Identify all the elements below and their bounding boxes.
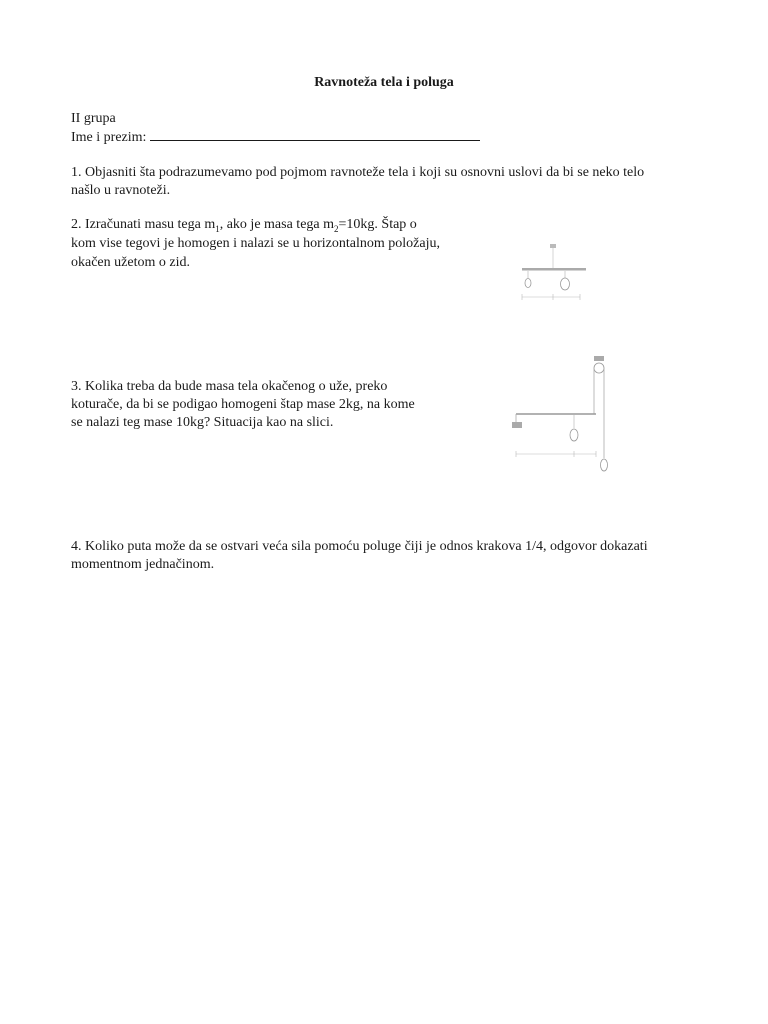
wall-anchor [550,244,556,248]
ceiling-mount [594,356,604,361]
question-3-figure [508,352,618,482]
question-2-sub-2: 2 [334,223,339,234]
weight-m2 [561,278,570,290]
weight-m1 [525,279,531,288]
question-4-line-1: 4. Koliko puta može da se ostvari veća sila pomoću poluge čiji je odnos krakova 1/4, odgovor dokazati [71,539,648,554]
name-label: Ime i prezim: [71,130,147,145]
question-3-line-1: 3. Kolika treba da bude masa tela okačenog o uže, preko [71,379,388,394]
question-2-line-1 [71,216,417,234]
question-3-line-3: se nalazi teg mase 10kg? Situacija kao na slici. [71,415,334,430]
question-3-line-2: koturače, da bi se podigao homogeni štap mase 2kg, na kome [71,397,415,412]
name-blank-line [150,128,480,141]
question-2-text-a: 2. Izračunati masu tega m [71,217,216,232]
group-label: II grupa [71,111,116,126]
hinge-support [512,422,522,428]
hanging-body [601,459,608,471]
question-2-sub-1: 1 [215,223,220,234]
page-title: Ravnoteža tela i poluga [314,75,454,90]
horizontal-rod [522,268,586,271]
name-field-row [71,128,480,147]
pulley [594,363,604,373]
question-2-line-3: okačen užetom o zid. [71,255,190,270]
question-1-line-1: 1. Objasniti šta podrazumevamo pod pojmom ravnoteže tela i koji su osnovni uslovi da bi se neko telo [71,165,645,180]
question-2-line-2: kom vise tegovi je homogen i nalazi se u horizontalnom položaju, [71,236,440,251]
question-1-line-2: našlo u ravnoteži. [71,183,171,198]
question-4-line-2: momentnom jednačinom. [71,557,215,572]
question-2-text-b: , ako je masa tega m [219,217,335,232]
question-2-text-c: =10kg. Štap o [338,217,417,232]
weight-10kg [570,429,578,441]
question-2-figure [510,240,590,305]
